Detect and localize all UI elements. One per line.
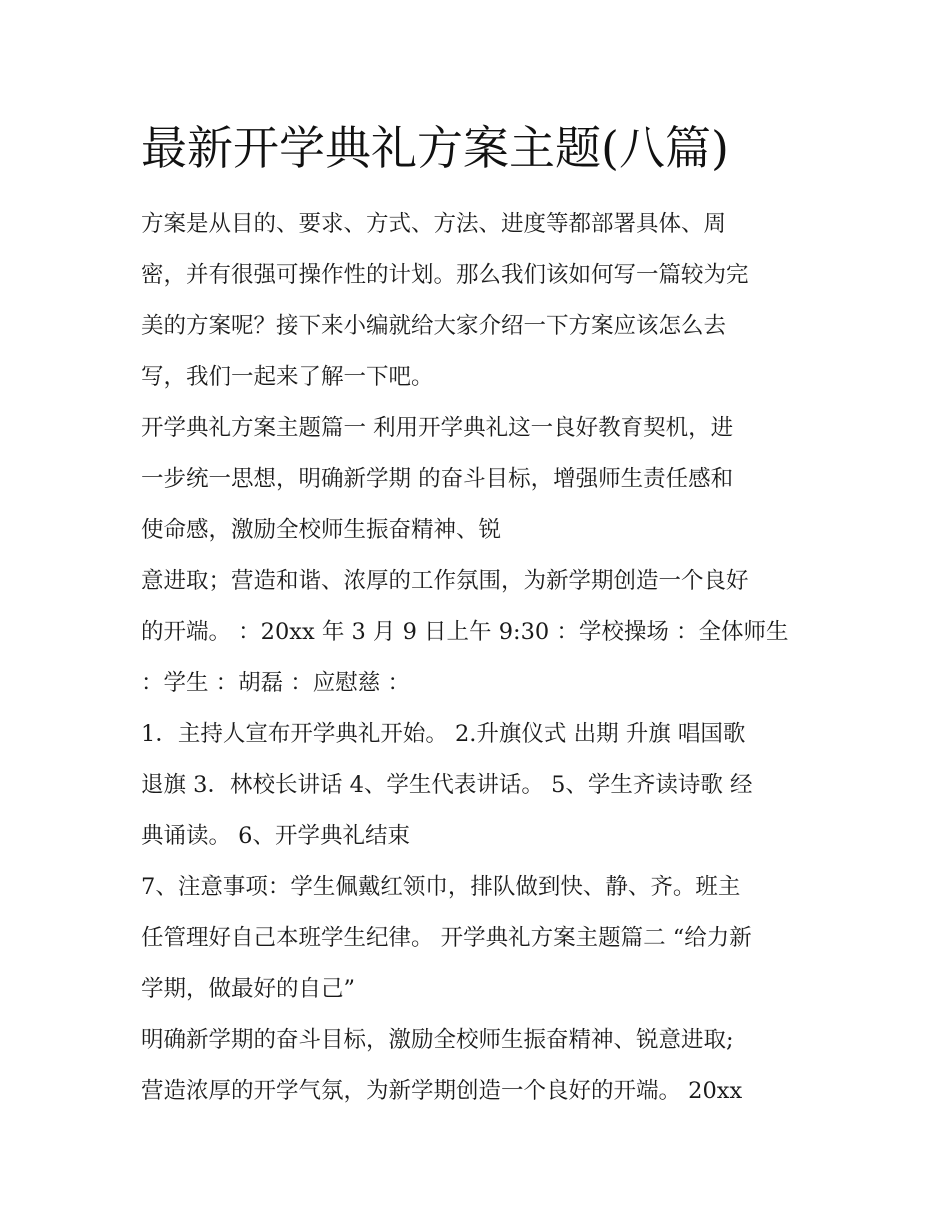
text-line: 典诵读。 6、开学典礼结束	[141, 823, 410, 849]
text-line: 营造浓厚的开学气氛，为新学期创造一个良好的开端。 20xx	[141, 1078, 743, 1104]
text-line: 明确新学期的奋斗目标，激励全校师生振奋精神、锐意进取;	[141, 1027, 734, 1053]
text-line: 7、注意事项：学生佩戴红领巾，排队做到快、静、齐。班主	[141, 874, 741, 900]
text-line: 一步统一思想，明确新学期 的奋斗目标，增强师生责任感和	[141, 466, 734, 492]
document-body	[141, 199, 821, 1117]
text-line: 写，我们一起来了解一下吧。	[141, 364, 434, 390]
text-line: ：学生 ：胡磊 ：应慰慈 ：	[141, 670, 410, 696]
text-line: 开学典礼方案主题篇一 利用开学典礼这一良好教育契机，进	[141, 415, 734, 441]
text-line: 方案是从目的、要求、方式、方法、进度等都部署具体、周	[141, 211, 727, 237]
text-line: 意进取；营造和谐、浓厚的工作氛围，为新学期创造一个良好	[141, 568, 749, 594]
text-line: 美的方案呢？接下来小编就给大家介绍一下方案应该怎么去	[141, 313, 727, 339]
text-line: 使命感，激励全校师生振奋精神、锐	[141, 517, 502, 543]
text-line: 任管理好自己本班学生纪律。 开学典礼方案主题篇二 “给力新	[141, 925, 752, 951]
text-line: 退旗 3．林校长讲话 4、学生代表讲话。 5、学生齐读诗歌 经	[141, 772, 753, 798]
document-title: 最新开学典礼方案主题(八篇)	[141, 121, 729, 175]
text-line: 密，并有很强可操作性的计划。那么我们该如何写一篇较为完	[141, 262, 749, 288]
text-line: 1．主持人宣布开学典礼开始。 2.升旗仪式 出期 升旗 唱国歌	[141, 721, 746, 747]
text-line: 学期，做最好的自己”	[141, 976, 356, 1002]
text-line: 的开端。 ：20xx 年 3 月 9 日上午 9:30 ：学校操场 ：全体师生	[141, 619, 789, 645]
